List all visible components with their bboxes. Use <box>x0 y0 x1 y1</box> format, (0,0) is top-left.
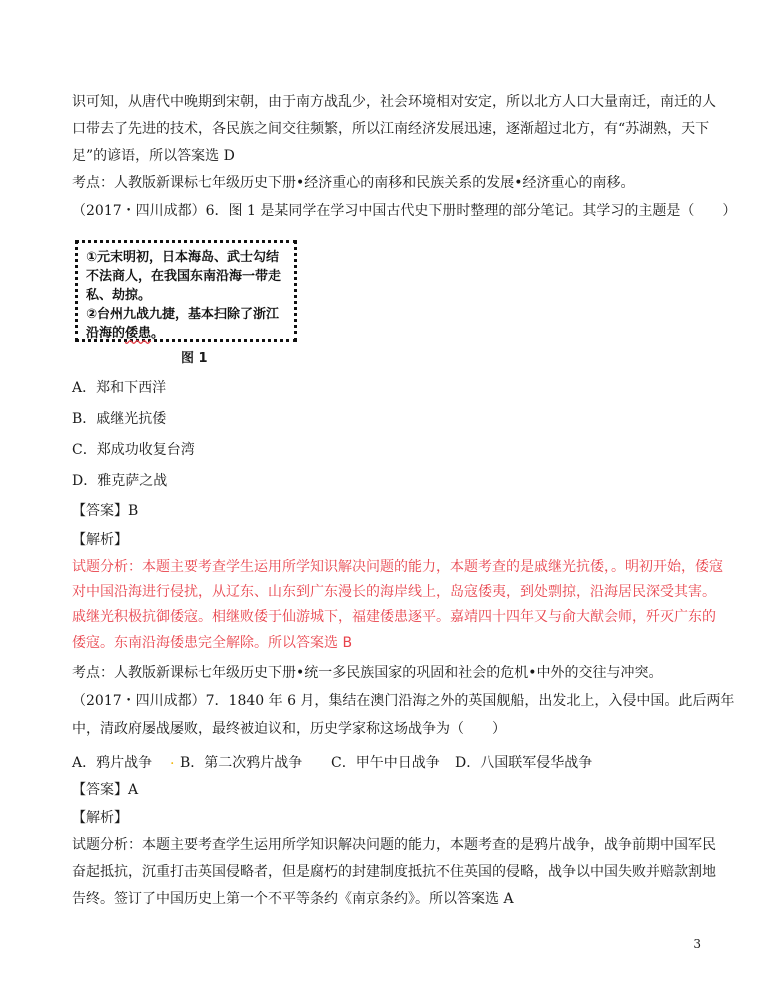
figure-line: 沿海的倭患。 <box>86 326 165 341</box>
analysis-label: 【解析】 <box>72 810 128 826</box>
figure-line: 私、劫掠。 <box>86 288 152 303</box>
option-d: D．雅克萨之战 <box>72 473 168 489</box>
figure-1-notes <box>75 240 297 342</box>
figure-caption: 图 1 <box>181 351 208 366</box>
question-7-stem: 中，清政府屡战屡败，最终被迫议和，历史学家称这场战争为（ ） <box>72 721 506 737</box>
exam-point: 考点：人教版新课标七年级历史下册•经济重心的南移和民族关系的发展•经济重心的南移。 <box>72 175 635 191</box>
question-7-stem: （2017・四川成都）7．1840 年 6 月，集结在澳门沿海之外的英国舰船，出发北上，入侵中国。此后两年 <box>72 693 735 709</box>
analysis-text: 奋起抵抗，沉重打击英国侵略者，但是腐朽的封建制度抵抗不住英国的侵略，战争以中国失败并赔款割地 <box>72 864 716 880</box>
exam-point: 考点：人教版新课标七年级历史下册•统一多民族国家的巩固和社会的危机•中外的交往与冲突。 <box>72 665 663 681</box>
text-line: 足”的谚语，所以答案选 D <box>72 148 235 164</box>
question-6-stem: （2017・四川成都）6．图 1 是某同学在学习中国古代史下册时整理的部分笔记。其学习的主题是（ ） <box>72 203 737 219</box>
option-b: B．戚继光抗倭 <box>72 411 167 427</box>
option-a: A．郑和下西洋 <box>72 380 167 396</box>
answer-label: 【答案】A <box>72 782 139 798</box>
figure-line: ①元末明初，日本海岛、武士勾结 <box>86 250 280 265</box>
figure-line: ②台州九战九捷，基本扫除了浙江 <box>86 307 280 322</box>
option-c: C．甲午中日战争 <box>331 755 440 771</box>
analysis-text: 告终。签订了中国历史上第一个不平等条约《南京条约》。所以答案选 A <box>72 891 514 907</box>
analysis-label: 【解析】 <box>72 532 128 548</box>
option-d: D．八国联军侵华战争 <box>455 755 593 771</box>
analysis-text: 戚继光积极抗御倭寇。相继败倭于仙游城下，福建倭患逐平。嘉靖四十四年又与俞大猷会师，歼灭广东的 <box>72 609 716 625</box>
analysis-text: 倭寇。东南沿海倭患完全解除。所以答案选 B <box>72 635 353 651</box>
text-line: 口带去了先进的技术，各民族之间交往频繁，所以江南经济发展迅速，逐渐超过北方，有“苏湖熟，天下 <box>72 121 710 137</box>
option-a: A．鸦片战争 <box>72 755 153 771</box>
analysis-text: 试题分析：本题主要考查学生运用所学知识解决问题的能力，本题考查的是戚继光抗倭，。明初开始，倭寇 <box>72 559 723 575</box>
option-c: C．郑成功收复台湾 <box>72 442 195 458</box>
stray-dot: . <box>170 752 175 768</box>
wavy-underline-word: 倭患 <box>125 326 152 341</box>
analysis-text: 试题分析：本题主要考查学生运用所学知识解决问题的能力，本题考查的是鸦片战争，战争前期中国军民 <box>72 837 716 853</box>
page-number: 3 <box>693 937 701 951</box>
text-line: 识可知，从唐代中晚期到宋朝，由于南方战乱少，社会环境相对安定，所以北方人口大量南迁，南迁的人 <box>72 94 716 110</box>
answer-label: 【答案】B <box>72 503 139 519</box>
option-b: B．第二次鸦片战争 <box>180 755 303 771</box>
analysis-text: 对中国沿海进行侵扰，从辽东、山东到广东漫长的海岸线上，岛寇倭夷，到处剽掠，沿海居民深受其害。 <box>72 584 716 600</box>
figure-line: 不法商人，在我国东南沿海一带走 <box>86 269 282 284</box>
